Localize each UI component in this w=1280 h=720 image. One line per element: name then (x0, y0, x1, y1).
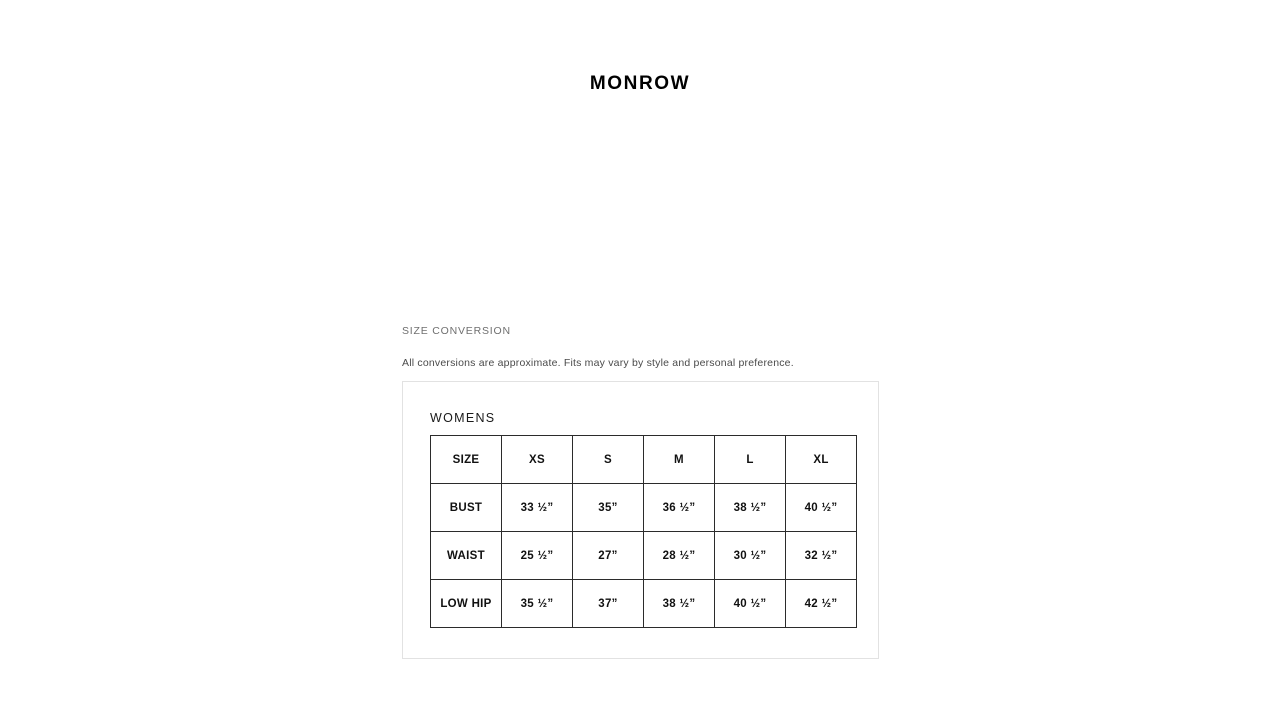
cell-low-hip-xs: 35 ½” (502, 580, 573, 628)
cell-waist-xl: 32 ½” (786, 532, 857, 580)
cell-bust-xs: 33 ½” (502, 484, 573, 532)
table-header-xl: XL (786, 436, 857, 484)
cell-waist-xs: 25 ½” (502, 532, 573, 580)
cell-bust-m: 36 ½” (644, 484, 715, 532)
table-header-l: L (715, 436, 786, 484)
row-label-low-hip: LOW HIP (431, 580, 502, 628)
cell-bust-xl: 40 ½” (786, 484, 857, 532)
table-header-xs: XS (502, 436, 573, 484)
size-conversion-note: All conversions are approximate. Fits may vary by style and personal preference. (402, 357, 794, 369)
table-header-s: S (573, 436, 644, 484)
chart-category-title: WOMENS (430, 411, 496, 425)
cell-low-hip-l: 40 ½” (715, 580, 786, 628)
size-chart-box (402, 381, 879, 659)
table-row (431, 532, 857, 580)
cell-low-hip-s: 37” (573, 580, 644, 628)
row-label-bust: BUST (431, 484, 502, 532)
cell-waist-s: 27” (573, 532, 644, 580)
cell-low-hip-m: 38 ½” (644, 580, 715, 628)
cell-low-hip-xl: 42 ½” (786, 580, 857, 628)
table-row (431, 484, 857, 532)
table-row (431, 580, 857, 628)
table-header-size: SIZE (431, 436, 502, 484)
row-label-waist: WAIST (431, 532, 502, 580)
cell-bust-l: 38 ½” (715, 484, 786, 532)
size-conversion-section (402, 325, 880, 659)
cell-waist-l: 30 ½” (715, 532, 786, 580)
section-title: SIZE CONVERSION (402, 325, 511, 337)
table-header-m: M (644, 436, 715, 484)
size-chart-table (430, 435, 857, 628)
cell-waist-m: 28 ½” (644, 532, 715, 580)
cell-bust-s: 35” (573, 484, 644, 532)
brand-logo[interactable]: MONROW (589, 73, 691, 94)
table-header-row (431, 436, 857, 484)
